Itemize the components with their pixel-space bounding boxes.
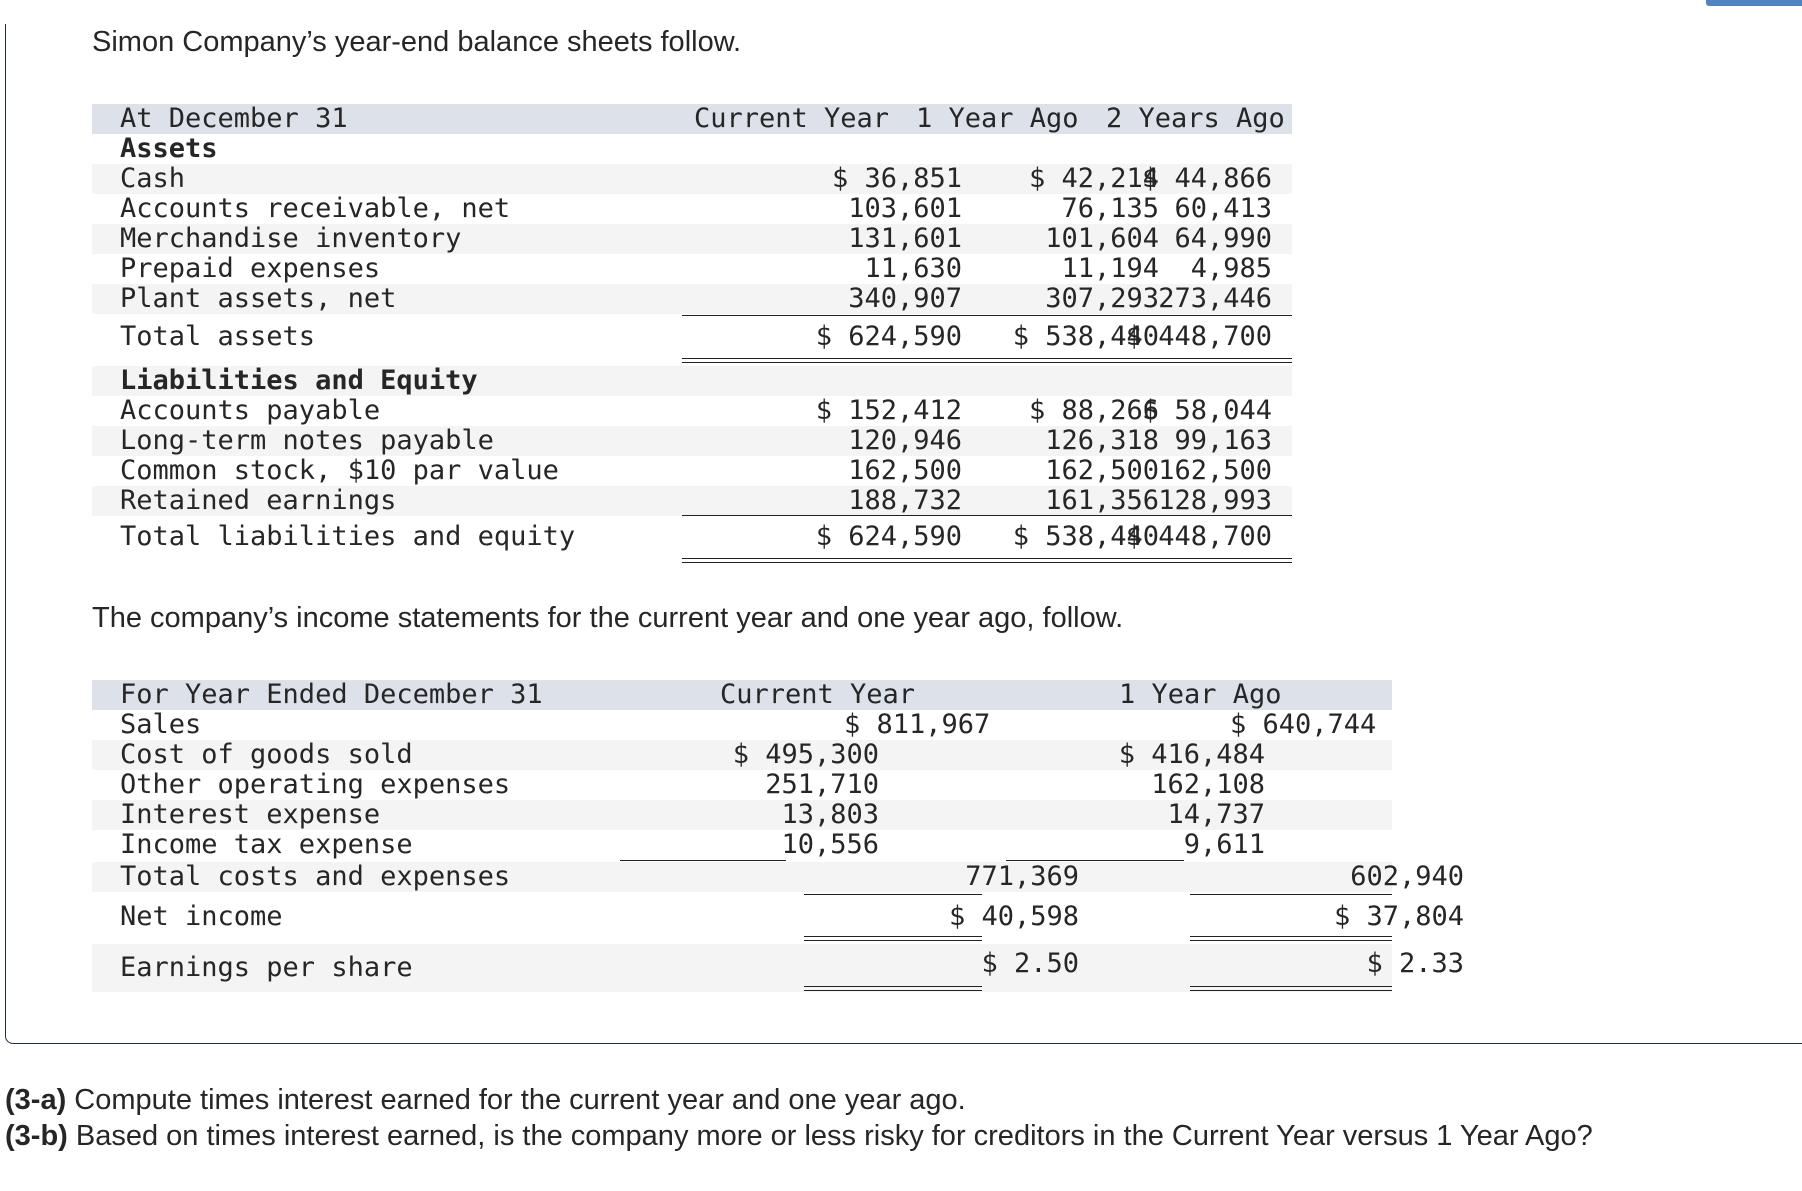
total-liab-row (92, 522, 1292, 552)
total-assets-label: Total assets (120, 321, 316, 352)
liability-label: Common stock, $10 par value (120, 455, 559, 486)
cost-value-cy: 251,710 (765, 769, 879, 800)
asset-value-1y: 11,194 (1061, 253, 1159, 284)
balance-intro: Simon Company’s year-end balance sheets follow. (92, 26, 742, 58)
eps-label: Earnings per share (120, 952, 413, 983)
liability-row (92, 486, 1292, 516)
asset-row (92, 284, 1292, 314)
eps-cy: $ 2.50 (981, 948, 1079, 979)
cost-label: Other operating expenses (120, 769, 511, 800)
asset-value-2y: $ 44,866 (1141, 163, 1272, 194)
asset-label: Accounts receivable, net (120, 193, 511, 224)
liability-row (92, 456, 1292, 486)
question-3a-tag: (3-a) (5, 1084, 67, 1116)
asset-value-1y: 76,135 (1061, 193, 1159, 224)
cost-label: Interest expense (120, 799, 381, 830)
sales-cy: $ 811,967 (844, 709, 991, 740)
asset-value-cy: 11,630 (864, 253, 962, 284)
ni-cy-double-rule (804, 936, 982, 941)
eps-row (92, 944, 1464, 992)
question-3b-tag: (3-b) (5, 1120, 68, 1152)
assets-subtotal-rule (682, 315, 1292, 316)
asset-value-cy: 103,601 (848, 193, 962, 224)
cost-label: Cost of goods sold (120, 739, 413, 770)
balance-header-row (92, 104, 1292, 134)
asset-label: Plant assets, net (120, 283, 397, 314)
asset-value-2y: 60,413 (1174, 193, 1272, 224)
asset-value-cy: $ 36,851 (831, 163, 962, 194)
total-costs-label: Total costs and expenses (120, 861, 511, 892)
cost-label: Income tax expense (120, 829, 413, 860)
total-assets-cy: $ 624,590 (815, 321, 962, 352)
asset-value-2y: 4,985 (1190, 253, 1272, 284)
sales-label: Sales (120, 709, 202, 740)
assets-heading-row (92, 134, 1292, 164)
cost-value-py: 162,108 (1151, 769, 1265, 800)
cost-value-py: $ 416,484 (1118, 739, 1265, 770)
asset-row (92, 194, 1292, 224)
asset-label: Cash (120, 163, 186, 194)
net-income-cy: $ 40,598 (948, 901, 1079, 932)
asset-row (92, 224, 1292, 254)
asset-value-2y: 64,990 (1174, 223, 1272, 254)
cost-row (92, 740, 1392, 770)
liability-value-1y: 126,318 (1045, 425, 1159, 456)
cost-value-py: 14,737 (1167, 799, 1265, 830)
asset-value-2y: 273,446 (1158, 283, 1272, 314)
question-3a (5, 1084, 966, 1117)
income-statement-table (92, 679, 1464, 1000)
asset-row (92, 254, 1292, 284)
asset-row (92, 164, 1292, 194)
sales-py: $ 640,744 (1230, 709, 1377, 740)
net-income-row (92, 901, 1464, 932)
asset-value-cy: 131,601 (848, 223, 962, 254)
total-liab-label: Total liabilities and equity (120, 521, 576, 552)
cost-value-py: 9,611 (1183, 829, 1265, 860)
total-liab-double-rule (682, 558, 1292, 563)
col-current-year: Current Year (694, 103, 890, 134)
total-costs-row (92, 861, 1464, 892)
liability-value-1y: $ 88,266 (1028, 395, 1159, 426)
net-income-label: Net income (120, 901, 283, 932)
ni-py-rule (1190, 894, 1392, 895)
col-2-years-ago: 2 Years Ago (1106, 103, 1285, 134)
liability-label: Long-term notes payable (120, 425, 494, 456)
income-header-label: For Year Ended December 31 (120, 679, 543, 710)
income-col-current-year: Current Year (720, 679, 916, 710)
question-3b (5, 1120, 1593, 1153)
liability-row (92, 426, 1292, 456)
liability-label: Retained earnings (120, 485, 397, 516)
income-header-row (92, 680, 1392, 710)
ni-py-double-rule (1190, 936, 1392, 941)
assets-heading: Assets (120, 133, 218, 164)
eps-cy-double-rule (804, 986, 982, 991)
liability-value-2y: 128,993 (1158, 485, 1272, 516)
cost-row (92, 830, 1392, 860)
liability-value-1y: 161,356 (1045, 485, 1159, 516)
income-intro: The company’s income statements for the current year and one year ago, follow. (92, 602, 1124, 634)
col-1-year-ago: 1 Year Ago (916, 103, 1079, 134)
liability-value-2y: $ 58,044 (1141, 395, 1272, 426)
liab-heading-row (92, 366, 1292, 396)
question-3b-text: Based on times interest earned, is the company more or less risky for creditors in the Current Year versus 1 Year Ago? (67, 1120, 1593, 1152)
liability-value-cy: 162,500 (848, 455, 962, 486)
total-liab-1y: $ 538,440 (1012, 521, 1159, 552)
liability-value-1y: 162,500 (1045, 455, 1159, 486)
cost-row (92, 770, 1392, 800)
asset-label: Merchandise inventory (120, 223, 462, 254)
total-costs-py: 602,940 (1350, 861, 1464, 892)
liability-value-cy: $ 152,412 (815, 395, 962, 426)
top-tab-indicator (1706, 0, 1802, 6)
liability-value-cy: 188,732 (848, 485, 962, 516)
total-assets-double-rule (682, 358, 1292, 363)
eps-py-double-rule (1190, 986, 1392, 991)
total-assets-1y: $ 538,440 (1012, 321, 1159, 352)
total-liab-2y: $ 448,700 (1125, 521, 1272, 552)
question-3a-text: Compute times interest earned for the current year and one year ago. (66, 1084, 966, 1116)
liability-value-2y: 162,500 (1158, 455, 1272, 486)
balance-sheet-table (92, 104, 1292, 574)
cost-value-cy: 10,556 (781, 829, 879, 860)
liability-label: Accounts payable (120, 395, 381, 426)
asset-value-1y: 101,604 (1045, 223, 1159, 254)
costs-cy-rule (620, 860, 786, 861)
cost-value-cy: $ 495,300 (732, 739, 879, 770)
liability-row (92, 396, 1292, 426)
asset-label: Prepaid expenses (120, 253, 381, 284)
asset-value-cy: 340,907 (848, 283, 962, 314)
balance-header-label: At December 31 (120, 103, 348, 134)
eps-py: $ 2.33 (1366, 948, 1464, 979)
total-assets-2y: $ 448,700 (1125, 321, 1272, 352)
liability-value-2y: 99,163 (1174, 425, 1272, 456)
liability-value-cy: 120,946 (848, 425, 962, 456)
income-col-1-year-ago: 1 Year Ago (1119, 679, 1282, 710)
liab-subtotal-rule (682, 515, 1292, 516)
total-assets-row (92, 322, 1292, 352)
asset-value-1y: 307,293 (1045, 283, 1159, 314)
cost-value-cy: 13,803 (781, 799, 879, 830)
cost-row (92, 800, 1392, 830)
asset-value-1y: $ 42,214 (1028, 163, 1159, 194)
sales-row (92, 710, 1392, 740)
liab-heading: Liabilities and Equity (120, 365, 478, 396)
total-costs-cy: 771,369 (965, 861, 1079, 892)
ni-cy-rule (804, 894, 982, 895)
net-income-py: $ 37,804 (1333, 901, 1464, 932)
total-liab-cy: $ 624,590 (815, 521, 962, 552)
